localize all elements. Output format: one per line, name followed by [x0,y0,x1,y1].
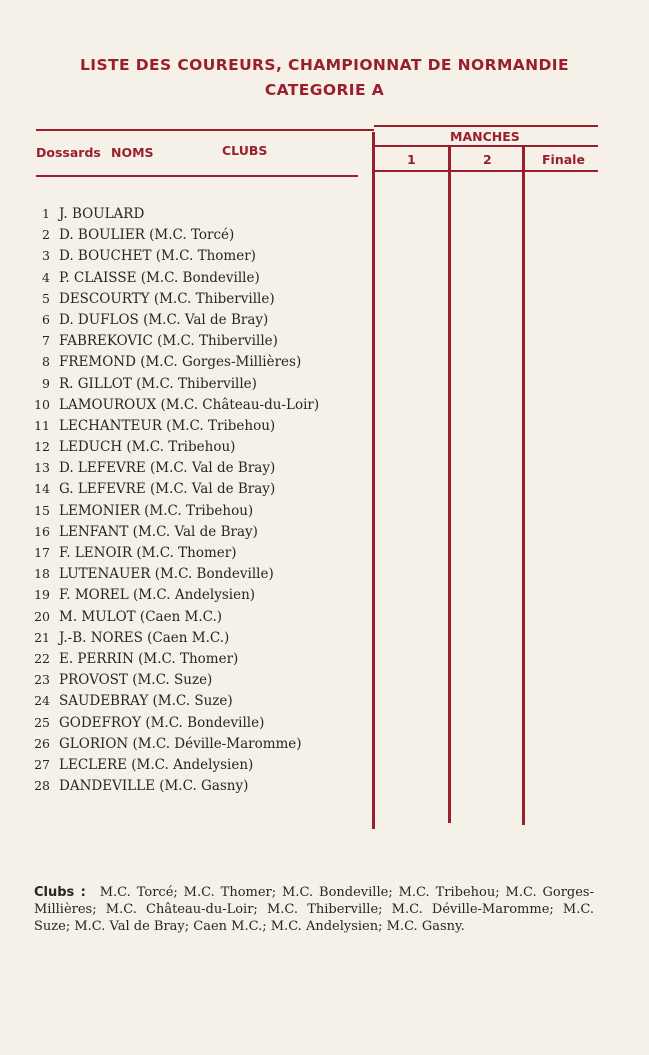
rider-name-club: FREMOND (M.C. Gorges-Millières) [59,354,302,371]
header-manche-2: 2 [483,152,492,167]
header-noms: NOMS [111,145,154,160]
rider-name-club: D. LEFEVRE (M.C. Val de Bray) [59,460,276,477]
rider-row [34,733,319,754]
rider-name-club: R. GILLOT (M.C. Thiberville) [59,375,257,392]
rider-name-club: PROVOST (M.C. Suze) [59,672,213,689]
rider-name-club: LENFANT (M.C. Val de Bray) [59,523,258,540]
rider-name-club: FABREKOVIC (M.C. Thiberville) [59,333,278,350]
rider-row [34,436,319,457]
rider-row [34,330,319,351]
bib-number: 18 [34,566,50,582]
bib-number: 5 [42,290,50,306]
bib-number: 6 [42,311,50,327]
bib-number: 10 [34,396,50,412]
bib-number: 16 [34,523,50,539]
bib-number: 1 [42,206,50,221]
column-divider-manche2 [522,145,525,825]
rider-name-club: F. LENOIR (M.C. Thomer) [59,545,237,561]
rider-row [34,775,319,796]
bib-number: 24 [34,693,50,709]
bib-number: 7 [42,333,50,349]
rider-row [34,584,319,605]
rider-row [34,224,319,245]
bib-number: 19 [34,587,50,603]
rider-row [34,563,319,584]
bib-number: 20 [34,608,50,624]
rider-name-club: J.-B. NORES (Caen M.C.) [59,629,230,646]
rider-row [34,754,319,775]
bib-number: 13 [34,460,50,476]
bib-number: 15 [34,502,50,518]
header-clubs: CLUBS [222,143,268,158]
rider-row [34,521,319,542]
rider-row [34,351,319,372]
header-bottom-rule-right [374,170,598,172]
rider-name-club: GLORION (M.C. Déville-Maromme) [59,735,302,752]
clubs-footnote [34,884,594,935]
header-manches: MANCHES [450,129,520,144]
rider-row [34,245,319,266]
rider-name-club: LECLERE (M.C. Andelysien) [59,756,254,773]
column-divider-manche1 [448,145,451,823]
rider-row [34,394,319,415]
bib-number: 28 [34,778,50,794]
rider-row [34,690,319,711]
rider-row [34,500,319,521]
bib-number: 21 [34,629,50,645]
bib-number: 11 [34,417,50,433]
rider-name-club: M. MULOT (Caen M.C.) [59,608,223,625]
rider-row [34,669,319,690]
header-top-rule-left [36,129,374,131]
rider-row [34,542,319,563]
rider-name-club: D. BOULIER (M.C. Torcé) [59,227,235,244]
header-finale: Finale [542,152,585,167]
bib-number: 23 [34,672,50,688]
bib-number: 14 [34,481,50,497]
rider-row [34,627,319,648]
rider-name-club: LECHANTEUR (M.C. Tribehou) [59,417,276,434]
column-divider-names [372,132,375,829]
page-title: LISTE DES COUREURS, CHAMPIONNAT DE NORMANDIE [80,56,569,74]
rider-name-club: J. BOULARD [59,206,145,222]
clubs-list: M.C. Torcé; M.C. Thomer; M.C. Bondeville; M.C. Tribehou; M.C. Gorges-Millières; M.C. Château-du-Loir; M.C. Thiberville; M.C. Déville-Maromme; M.C. Suze; M.C. Val de Bray; Caen M.C.; M.C. Andelysien; M.C. Gasny. [34,885,594,934]
rider-row [34,288,319,309]
rider-row [34,309,319,330]
rider-name-club: F. MOREL (M.C. Andelysien) [59,587,256,604]
rider-name-club: GODEFROY (M.C. Bondeville) [59,714,265,731]
header-dossards: Dossards [36,145,101,160]
rider-row [34,373,319,394]
header-manche-1: 1 [407,152,416,167]
page-subtitle: CATEGORIE A [264,81,385,99]
rider-row [34,712,319,733]
rider-row [34,415,319,436]
manches-underline [374,145,598,147]
bib-number: 3 [42,248,50,264]
rider-row [34,457,319,478]
bib-number: 22 [34,650,50,666]
rider-row [34,606,319,627]
bib-number: 27 [34,756,50,772]
bib-number: 12 [34,439,50,455]
rider-name-club: D. DUFLOS (M.C. Val de Bray) [59,311,269,328]
bib-number: 4 [42,269,50,285]
rider-name-club: LAMOUROUX (M.C. Château-du-Loir) [59,396,320,413]
rider-name-club: DANDEVILLE (M.C. Gasny) [59,778,249,795]
rider-row [34,203,319,224]
bib-number: 26 [34,735,50,751]
rider-name-club: DESCOURTY (M.C. Thiberville) [59,290,275,307]
bib-number: 8 [42,354,50,370]
rider-name-club: LEMONIER (M.C. Tribehou) [59,502,254,519]
rider-name-club: LEDUCH (M.C. Tribehou) [59,439,236,456]
clubs-label: Clubs : [34,885,86,900]
rider-name-club: P. CLAISSE (M.C. Bondeville) [59,269,260,286]
bib-number: 17 [34,545,50,560]
rider-name-club: E. PERRIN (M.C. Thomer) [59,650,239,667]
rider-name-club: G. LEFEVRE (M.C. Val de Bray) [59,481,276,498]
header-top-rule-right [374,125,598,127]
header-bottom-rule-left [36,175,358,177]
bib-number: 2 [42,227,50,243]
rider-row [34,267,319,288]
rider-name-club: SAUDEBRAY (M.C. Suze) [59,693,233,710]
rider-name-club: LUTENAUER (M.C. Bondeville) [59,566,274,583]
rider-name-club: D. BOUCHET (M.C. Thomer) [59,248,256,265]
rider-row [34,478,319,499]
bib-number: 9 [42,375,50,391]
rider-row [34,648,319,669]
bib-number: 25 [34,714,50,730]
rider-list [34,203,319,796]
